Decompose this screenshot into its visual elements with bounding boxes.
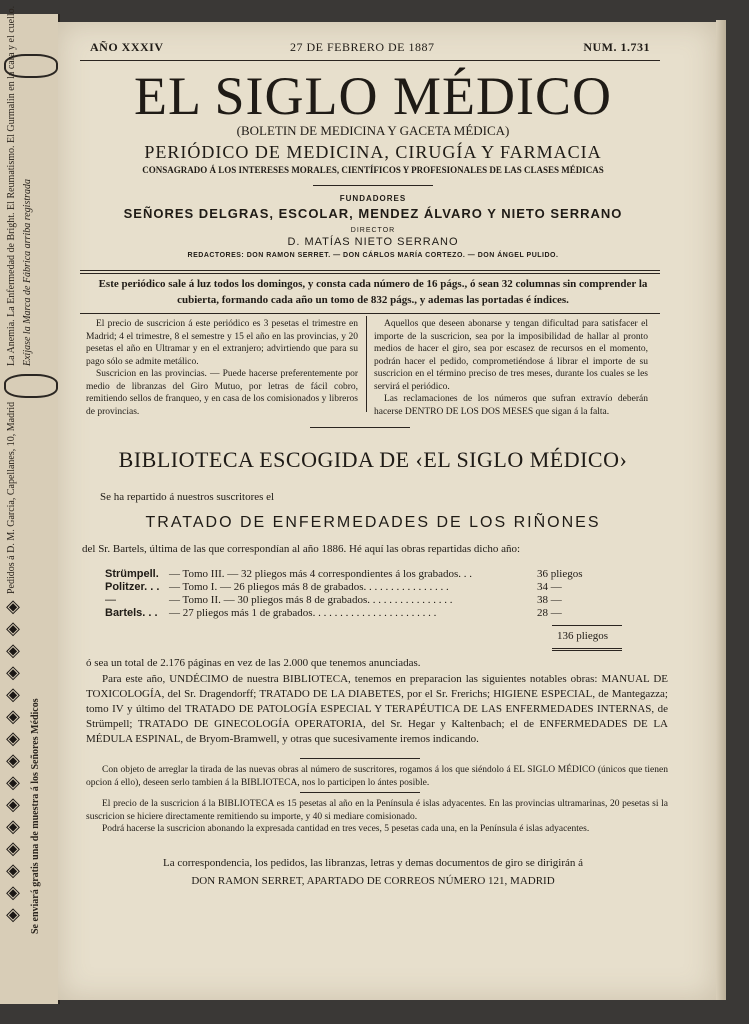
- correspondence-text: La correspondencia, los pedidos, las libranzas, letras y demas documentos de giro se dirigirán á: [162, 857, 583, 869]
- author: —: [105, 594, 116, 606]
- editors: REDACTORES: DON RAMON SERRET. — DON CÁRLOS MARÍA CORTEZO. — DON ÁNGEL PULIDO.: [187, 252, 559, 259]
- author: Politzer. . .: [105, 581, 160, 593]
- preparation-text: Para este año, UNDÉCIMO de nuestra BIBLIOTECA, tenemos en preparacion las siguientes notables obras: MANUAL DE TOXICOLOGÍA, del Sr. Dragendorff; TRATADO DE LA DIABETES, por el Sr. Frerichs; HIGIENE ESPECIAL, de Mantegazza; tomo IV y último del TRATADO DE PATOLOGÍA ESPECIAL Y TERAPÉUTICA DE LAS ENFERMEDADES INTERNAS, de Strümpell; TRATADO DE GINECOLOGÍA OPERATORIA, del Sr. Hegar y Kaltenbach; el de ENFERMEDADES DE LA MÉDULA ESPINAL, de Bryom-Bramwell, y otras que sucesivamente iremos indicando.: [86, 673, 668, 745]
- total-rule: [552, 625, 622, 626]
- masthead-tagline: PERIÓDICO DE MEDICINA, CIRUGÍA Y FARMACIA: [144, 142, 602, 162]
- volumes-table: [105, 568, 625, 620]
- sheets: 36 pliegos: [537, 568, 583, 580]
- table-row: [105, 581, 625, 594]
- table-row: [105, 607, 625, 620]
- volume-desc: — Tomo III. — 32 pliegos más 4 correspondientes á los grabados. . .: [169, 568, 472, 580]
- column-divider: [366, 316, 367, 412]
- divider-1: [313, 185, 433, 186]
- masthead-subtitle: (BOLETIN DE MEDICINA Y GACETA MÉDICA): [236, 123, 510, 138]
- masthead-title: EL SIGLO MÉDICO: [134, 66, 612, 126]
- subscription-provinces: Suscricion en las provincias. — Puede hacerse preferentemente por medio de libranzas del Giro Mutuo, por letras de fácil cobro, remitiendo sellos de franqueo, y en casa de los comisionados y libreros de provincias.: [86, 369, 358, 417]
- sheets: 38 —: [537, 594, 562, 606]
- author: Strümpell.: [105, 568, 159, 580]
- divider-4: [300, 792, 420, 793]
- volume-desc: — Tomo I. — 26 pliegos más 8 de grabados. . . . . . . . . . . . . . . .: [169, 581, 449, 593]
- subscription-claims: Las reclamaciones de los números que sufran extravío deberán hacerse DENTRO DE LOS DOS MESES que sigan á la falta.: [374, 394, 648, 417]
- page-edge: [716, 20, 726, 1000]
- rule-1: [80, 270, 660, 271]
- volume-desc: — 27 pliegos más 1 de grabados. . . . . . . . . . . . . . . . . . . . . . .: [169, 607, 437, 619]
- installments-text: Podrá hacerse la suscricion abonando la expresada cantidad en tres veces, 5 pesetas cada una, en la Península é islas adyacentes.: [102, 824, 590, 834]
- director-label: DIRECTOR: [350, 227, 396, 234]
- strip-text-2: Pedidos á D. M. Garcia, Capellanes, 10, Madrid: [6, 401, 17, 594]
- strip-text-3: Se enviará gratis una de muestra á los Señores Médicos: [30, 698, 41, 934]
- strip-text-1: La Anemia. La Enfermedad de Bright. El Reumatismo. El Gurmalin en la cara y el cuello.: [6, 5, 17, 366]
- divider-2: [310, 427, 410, 428]
- table-row: [105, 568, 625, 581]
- adjacent-page-strip: [0, 5, 60, 1004]
- founders-label: FUNDADORES: [339, 194, 407, 203]
- total-double-rule: [552, 648, 622, 651]
- ornament-mid: [4, 374, 58, 398]
- subscription-left-column: [86, 318, 358, 418]
- header-rule: [80, 60, 660, 61]
- tratado-author: del Sr. Bartels, última de las que correspondían al año 1886. Hé aquí las obras repartidas dicho año:: [82, 543, 521, 555]
- masthead-dedication: CONSAGRADO Á LOS INTERESES MORALES, CIENTÍFICOS Y PROFESIONALES DE LAS CLASES MÉDICAS: [142, 165, 604, 175]
- director: D. MATÍAS NIETO SERRANO: [287, 236, 459, 248]
- arrangement-text: Con objeto de arreglar la tirada de las nuevas obras al número de suscritores, rogamos á los que siéndolo á EL SIGLO MÉDICO (únicos que tienen opcion á ello), deseen serlo tambien á la BIBLIOTECA, nos lo participen lo ántes posible.: [86, 765, 668, 788]
- total-pages-text: ó sea un total de 2.176 páginas en vez de las 2.000 que tenemos anunciadas.: [86, 657, 421, 669]
- author: Bartels. . .: [105, 607, 158, 619]
- divider-3: [300, 758, 420, 759]
- newspaper-page: [58, 22, 716, 1000]
- table-row: [105, 594, 625, 607]
- subscription-right-column: [374, 318, 648, 418]
- issue-number: NUM. 1.731: [583, 40, 650, 54]
- year-label: AÑO XXXIV: [90, 40, 164, 54]
- subscription-difficulty: Aquellos que deseen abonarse y tengan dificultad para satisfacer el importe de la suscricion, sea por la imposibilidad de hallar al pronto medios de hacer el giro, sea por escasez de recursos en el momento, podrán hacer el pedido, comprometiéndose á librar el importe de su suscricion en el término preciso de tres meses, durante los cuales se les servirá el periódico.: [374, 319, 648, 392]
- library-price-text: El precio de la suscricion á la BIBLIOTECA es 15 pesetas al año en la Península é islas adyacentes. En las provincias ultramarinas, 20 pesetas si la suscricion se hiciere directamente remitiendo su importe, y 40 si mediare comisionado.: [86, 799, 668, 822]
- total-sheets: 136 pliegos: [557, 630, 609, 642]
- biblioteca-title: BIBLIOTECA ESCOGIDA DE ‹EL SIGLO MÉDICO›: [118, 447, 628, 472]
- founders: SEÑORES DELGRAS, ESCOLAR, MENDEZ ÁLVARO Y NIETO SERRANO: [123, 206, 623, 221]
- tratado-title: TRATADO DE ENFERMEDADES DE LOS RIÑONES: [145, 514, 601, 531]
- address-text: DON RAMON SERRET, APARTADO DE CORREOS NÚMERO 121, MADRID: [191, 875, 555, 887]
- rule-3: [80, 313, 660, 314]
- sheets: 28 —: [537, 607, 562, 619]
- publication-notice: Este periódico sale á luz todos los domingos, y consta cada número de 16 págs., ó sean 32 columnas sin comprender la cubierta, formando cada año un tomo de 832 págs., y ademas las portadas é índices.: [98, 278, 648, 306]
- chain-ornament: ◈ ◈ ◈ ◈ ◈ ◈ ◈ ◈ ◈ ◈ ◈ ◈ ◈ ◈ ◈: [6, 596, 20, 925]
- header-row: [90, 40, 650, 55]
- volume-desc: — Tomo II. — 30 pliegos más 8 de grabados. . . . . . . . . . . . . . . .: [169, 594, 453, 606]
- strip-text-1b: Exíjase la Marca de Fábrica arriba registrada: [22, 178, 33, 366]
- sheets: 34 —: [537, 581, 562, 593]
- date-label: 27 DE FEBRERO DE 1887: [290, 40, 435, 54]
- biblioteca-intro: Se ha repartido á nuestros suscritores el: [100, 491, 275, 503]
- rule-2: [80, 273, 660, 274]
- subscription-price: El precio de suscricion á este periódico es 3 pesetas el trimestre en Madrid; 4 el trimestre, 8 el semestre y 15 el año en las provincias, y 20 pesetas el año en Ultramar y en el extranjero; advirtiendo que para su pago sólo se admite metálico.: [86, 319, 358, 367]
